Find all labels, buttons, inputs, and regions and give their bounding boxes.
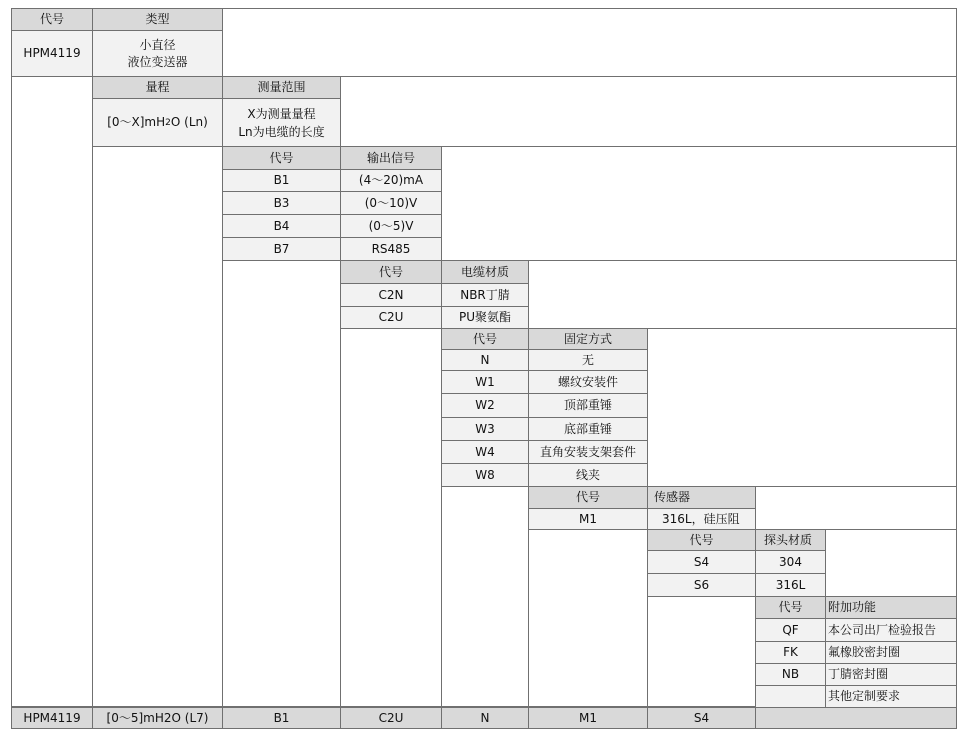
blank-right-row3	[441, 146, 957, 261]
header-cable-material: 电缆材质	[441, 260, 529, 284]
blank-col4-spacer	[340, 328, 442, 707]
example-extra	[755, 707, 957, 729]
header-code-cable: 代号	[340, 260, 442, 284]
range-value: [0～X]mH 2 O (Ln)	[92, 98, 223, 147]
extra-code: QF	[755, 618, 826, 642]
header-output-signal: 输出信号	[340, 146, 442, 170]
example-probe: S4	[647, 707, 756, 729]
blank-col7-spacer	[647, 596, 756, 707]
example-cable: C2U	[340, 707, 442, 729]
blank-right-row5	[647, 328, 957, 487]
header-code-signal: 代号	[222, 146, 341, 170]
blank-right-row7	[825, 529, 957, 597]
header-type: 类型	[92, 8, 223, 31]
cable-desc: PU聚氨酯	[441, 306, 529, 329]
extra-code	[755, 685, 826, 708]
header-extra-function: 附加功能	[825, 596, 957, 619]
blank-right-row1	[222, 8, 957, 77]
blank-right-row2	[340, 76, 957, 147]
example-mount: N	[441, 707, 529, 729]
extra-code: NB	[755, 663, 826, 686]
blank-right-row6	[755, 486, 957, 530]
header-code-sensor: 代号	[528, 486, 648, 509]
extra-desc: 氟橡胶密封圈	[825, 641, 957, 664]
mount-desc: 顶部重锤	[528, 393, 648, 418]
header-measure-scope: 测量范围	[222, 76, 341, 99]
model-type: 小直径 液位变送器	[92, 30, 223, 77]
mount-desc: 底部重锤	[528, 417, 648, 441]
header-mount-method: 固定方式	[528, 328, 648, 350]
header-range: 量程	[92, 76, 223, 99]
extra-desc: 丁腈密封圈	[825, 663, 957, 686]
mount-code: N	[441, 349, 529, 371]
example-range: [0～5]mH2O (L7)	[92, 707, 223, 729]
signal-desc: (0～10)V	[340, 191, 442, 215]
measure-scope-value: X为测量量程 Ln为电缆的长度	[222, 98, 341, 147]
signal-desc: (0～5)V	[340, 214, 442, 238]
sensor-desc: 316L，硅压阻	[647, 508, 756, 530]
blank-col6-spacer	[528, 529, 648, 707]
mount-desc: 线夹	[528, 463, 648, 487]
example-signal: B1	[222, 707, 341, 729]
extra-code: FK	[755, 641, 826, 664]
blank-col3-spacer	[222, 260, 341, 707]
mount-code: W8	[441, 463, 529, 487]
signal-desc: RS485	[340, 237, 442, 261]
cable-code: C2N	[340, 283, 442, 307]
mount-code: W2	[441, 393, 529, 418]
signal-code: B3	[222, 191, 341, 215]
header-probe-material: 探头材质	[755, 529, 826, 551]
extra-desc: 其他定制要求	[825, 685, 957, 708]
signal-code: B1	[222, 169, 341, 192]
sensor-code: M1	[528, 508, 648, 530]
header-sensor: 传感器	[647, 486, 756, 509]
probe-code: S4	[647, 550, 756, 574]
mount-code: W3	[441, 417, 529, 441]
range-pre: [0～X]mH	[107, 115, 166, 129]
header-code-probe: 代号	[647, 529, 756, 551]
blank-col2-spacer	[92, 146, 223, 707]
cable-code: C2U	[340, 306, 442, 329]
range-post: O (Ln)	[170, 115, 208, 129]
mount-desc: 螺纹安装件	[528, 370, 648, 394]
probe-code: S6	[647, 573, 756, 597]
signal-code: B7	[222, 237, 341, 261]
probe-desc: 316L	[755, 573, 826, 597]
blank-col1-spacer	[11, 76, 93, 707]
header-code-model: 代号	[11, 8, 93, 31]
blank-col5-spacer	[441, 486, 529, 707]
example-sensor: M1	[528, 707, 648, 729]
cable-desc: NBR丁腈	[441, 283, 529, 307]
extra-desc: 本公司出厂检验报告	[825, 618, 957, 642]
mount-code: W1	[441, 370, 529, 394]
mount-desc: 直角安装支架套件	[528, 440, 648, 464]
model-code: HPM4119	[11, 30, 93, 77]
header-code-extra: 代号	[755, 596, 826, 619]
blank-right-row4	[528, 260, 957, 329]
example-model: HPM4119	[11, 707, 93, 729]
signal-desc: (4～20)mA	[340, 169, 442, 192]
mount-desc: 无	[528, 349, 648, 371]
header-code-mount: 代号	[441, 328, 529, 350]
mount-code: W4	[441, 440, 529, 464]
signal-code: B4	[222, 214, 341, 238]
probe-desc: 304	[755, 550, 826, 574]
